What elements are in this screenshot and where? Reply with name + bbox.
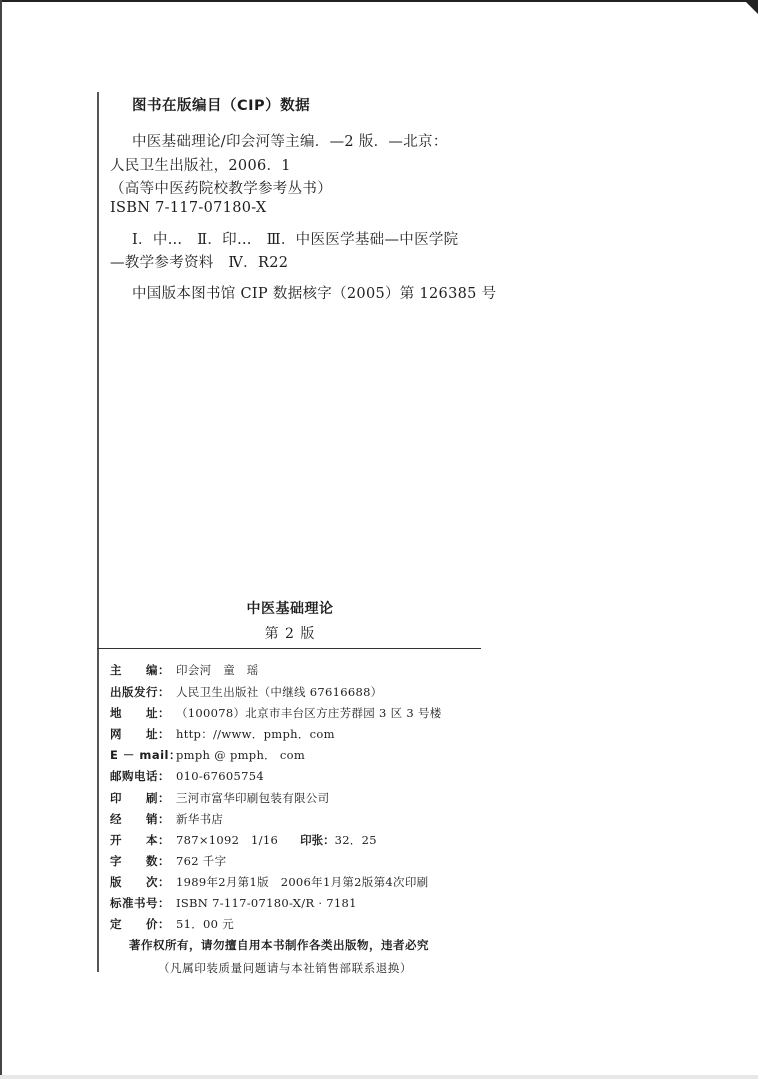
book-edition: 第 2 版 (264, 626, 316, 642)
spec-email (110, 747, 305, 763)
spec-value: 787×1092 1/16 (176, 833, 279, 847)
spec-value: ISBN 7-117-07180-X/R · 7181 (176, 896, 357, 910)
spec-value: pmph @ pmph． com (176, 748, 306, 762)
spec-editor (110, 662, 259, 678)
separator-rule (97, 648, 481, 649)
spec-value: 1989年2月第1版 2006年1月第2版第4次印刷 (176, 875, 429, 889)
scan-left-border (0, 0, 2, 1079)
spec-value: 三河市富华印刷包装有限公司 (176, 791, 330, 805)
spec-wordcount (110, 853, 226, 869)
cip-line: —教学参考资料 Ⅳ．R22 (110, 255, 289, 271)
spec-phone (110, 768, 264, 784)
book-title: 中医基础理论 (246, 601, 334, 617)
cip-line: 人民卫生出版社，2006．1 (110, 158, 291, 174)
spec-publisher (110, 684, 383, 700)
spec-distributor (110, 811, 223, 827)
returns-notice: （凡属印装质量问题请与本社销售部联系退换） (158, 961, 413, 975)
scan-top-border (0, 0, 758, 2)
spec-label: 开 本： (110, 833, 170, 847)
margin-rule (97, 92, 99, 972)
spec-format (110, 832, 377, 848)
spec-label: 版 次： (110, 875, 170, 889)
spec-label: 主 编： (110, 663, 170, 677)
copyright-notice: 著作权所有，请勿擅自用本书制作各类出版物，违者必究 (129, 938, 429, 952)
cip-line: （高等中医药院校教学参考丛书） (110, 181, 332, 197)
spec-value: 新华书店 (176, 812, 224, 826)
spec-label: 字 数： (110, 854, 170, 868)
spec-label: 地 址： (110, 706, 170, 720)
spec-address (110, 705, 442, 721)
spec-label: 印张： (300, 833, 335, 847)
spec-printer (110, 790, 329, 806)
spec-website (110, 726, 335, 742)
spec-label: 经 销： (110, 812, 170, 826)
cip-title: 图书在版编目（CIP）数据 (132, 98, 311, 114)
spec-value: http：//www．pmph．com (176, 727, 335, 741)
spec-editions (110, 874, 428, 890)
spec-label: 邮购电话： (110, 769, 170, 783)
spec-isbn (110, 895, 357, 911)
spec-label: 出版发行： (110, 685, 170, 699)
cip-line: ISBN 7-117-07180-X (110, 200, 267, 216)
cip-line: 中医基础理论/印会河等主编．—2 版．—北京： (132, 134, 448, 150)
spec-label: 网 址： (110, 727, 170, 741)
spec-label: 标准书号： (110, 896, 170, 910)
spec-label: 定 价： (110, 917, 170, 931)
scan-bottom-edge (0, 1075, 758, 1079)
cip-line: Ⅰ．中… Ⅱ．印… Ⅲ．中医医学基础—中医学院 (132, 232, 459, 248)
scan-corner-mark (744, 0, 758, 14)
spec-value: 010-67605754 (176, 769, 264, 783)
spec-value: 印会河 童 瑶 (176, 663, 259, 677)
spec-label: E － mail： (110, 748, 181, 762)
cip-line: 中国版本图书馆 CIP 数据核字（2005）第 126385 号 (132, 286, 497, 302)
spec-price (110, 916, 234, 932)
spec-value: 51．00 元 (176, 917, 235, 931)
spec-value: 32．25 (334, 833, 377, 847)
spec-value: 762 千字 (176, 854, 227, 868)
spec-value: 人民卫生出版社（中继线 67616688） (176, 685, 383, 699)
spec-value: （100078）北京市丰台区方庄芳群园 3 区 3 号楼 (176, 706, 442, 720)
spec-label: 印 刷： (110, 791, 170, 805)
